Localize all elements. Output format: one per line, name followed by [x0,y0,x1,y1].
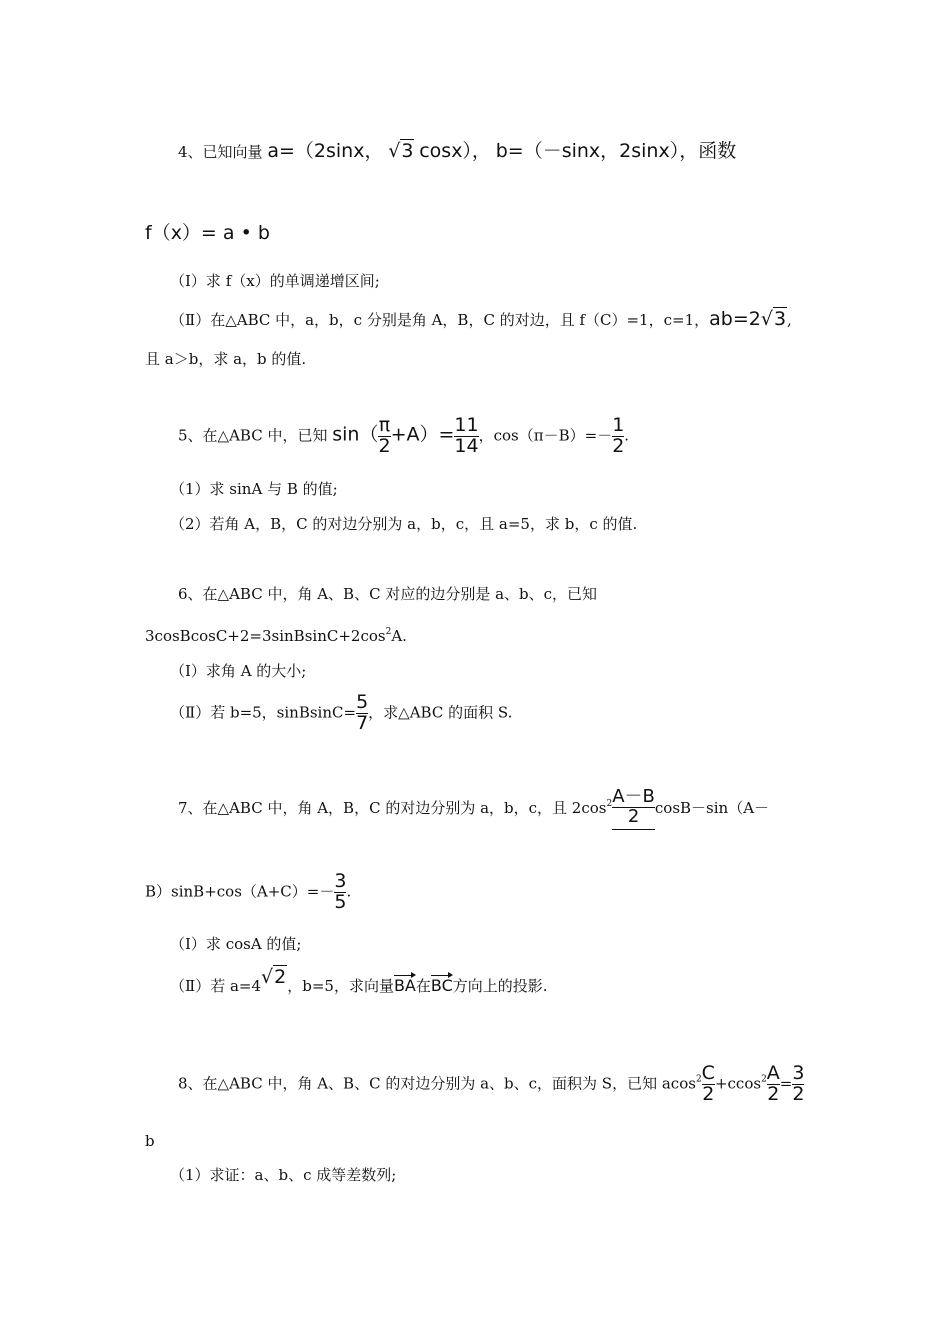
p8-line-1 [178,1064,804,1105]
p5-question-1: （1）求 sinA 与 B 的值; [170,480,338,498]
p7-frac-3-5 [334,872,346,913]
p6-7: 7 [356,711,369,734]
p7-q2-text: （Ⅱ）若 a=4 [170,977,262,995]
sqrt-icon: √3 [760,308,787,330]
p7-text: 7、在△ABC 中，角 A，B，C 的对边分别为 a，b，c，且 2cos [178,798,607,817]
problem-5-line-1 [178,416,629,457]
p4-vector-a-end: cosx）， [419,140,491,162]
p6-q2-end: ，求△ABC 的面积 S. [368,703,513,722]
p7-line-2 [145,872,351,913]
p8-frac-c-2 [702,1064,715,1105]
p5-dot: . [624,426,630,445]
p4-q2-ab: ab=2 [709,308,761,330]
sqrt-icon: √3 [388,140,414,162]
p6-question-1: （Ⅰ）求角 A 的大小; [170,662,307,680]
p7-num: A－B [612,786,655,807]
sqrt-icon: √2 [261,966,287,988]
p8-line-2: b [145,1132,155,1150]
p4-q2-radicand: 3 [773,308,787,330]
p5-plus-a: +A）= [390,423,455,446]
p8-3: 3 [792,1062,805,1084]
p5-frac-1-2 [612,416,624,457]
p5-frac-pi-2 [378,416,390,457]
p6-5: 5 [356,691,369,713]
p8-a: A [766,1062,780,1084]
p5-question-2: （2）若角 A，B，C 的对边分别为 a，b，c，且 a=5，求 b，c 的值. [170,515,638,533]
p8-a-den: 2 [767,1082,780,1105]
p5-pi: π [378,414,391,436]
p6-frac-5-7 [356,693,368,734]
p7-question-2 [170,968,548,994]
p8-eq: = [779,1074,793,1093]
p4-vector-b: b=（－sinx，2sinx），函数 [495,140,737,162]
p7-q2-radicand: 2 [274,966,287,988]
p6-line-1: 6、在△ABC 中，角 A、B、C 对应的边分别是 a、b、c，已知 [178,585,598,603]
p6-equation: 3cosBcosC+2=3sinBsinC+2cos [145,627,386,645]
p5-frac-11-14 [454,416,478,457]
p5-1: 1 [612,414,625,436]
p4-intro: 4、已知向量 [178,143,263,161]
p7-frac-ab-2 [612,788,655,830]
p8-frac-3-2 [792,1064,804,1105]
p4-sqrt-radicand: 3 [401,140,414,162]
p6-question-2 [170,693,512,734]
p7-3: 3 [334,870,347,892]
p7-q2-mid: ，b=5，求向量 [287,977,394,995]
p5-11: 11 [454,414,479,436]
p4-question-2-cont: 且 a＞b，求 a，b 的值. [145,350,307,368]
p4-vector-a: a=（2sinx， [267,140,384,162]
p8-c-den: 2 [702,1082,715,1105]
p8-c: C [701,1062,715,1084]
p7-question-1: （Ⅰ）求 cosA 的值; [170,935,302,953]
p7-q2-end: 方向上的投影. [452,977,548,995]
p8-3-den: 2 [792,1082,805,1105]
vector-bc-icon: BC [430,976,453,995]
p7-text-end: cosB－sin（A－ [654,798,770,817]
p4-question-1: （Ⅰ）求 f（x）的单调递增区间; [170,272,380,290]
p5-14: 14 [454,434,479,457]
p8-exp-1: 2 [695,1074,702,1085]
p6-equation-end: A. [391,627,407,645]
p4-q2-comma: , [787,311,792,329]
p5-2: 2 [612,434,625,457]
p8-text: 8、在△ABC 中，角 A、B、C 的对边分别为 a、b、c，面积为 S，已知 acos [178,1074,696,1093]
p5-sin: sin（ [332,423,379,446]
p4-q2-text: （Ⅱ）在△ABC 中，a，b，c 分别是角 A，B，C 的对边，且 f（C）=1，c=1， [170,311,710,329]
p7-q2-in: 在 [415,977,431,995]
p7-dot: . [346,882,352,901]
problem-4-line-1 [178,142,736,161]
p8-mid: +ccos [714,1074,762,1093]
p7-5: 5 [334,890,347,913]
p4-question-2 [170,310,792,329]
vector-ba-icon: BA [393,976,416,995]
p7-line-2-text: B）sinB+cos（A+C）=－ [145,882,335,901]
p5-intro: 5、在△ABC 中，已知 [178,426,328,445]
p4-function-def: f（x）= a • b [145,222,270,244]
p6-exp: 2 [385,627,392,637]
p5-cos: ，cos（π－B）=－ [478,426,613,445]
p7-den: 2 [612,807,655,830]
p6-line-2 [145,628,407,644]
p8-frac-a-2 [767,1064,780,1105]
p6-q2-text: （Ⅱ）若 b=5，sinBsinC= [170,703,357,722]
p8-exp-2: 2 [761,1074,767,1085]
p7-line-1 [178,788,769,830]
p8-question-1: （1）求证：a、b、c 成等差数列; [170,1166,397,1184]
p5-pi-den: 2 [378,434,391,457]
p7-exp: 2 [606,798,613,809]
